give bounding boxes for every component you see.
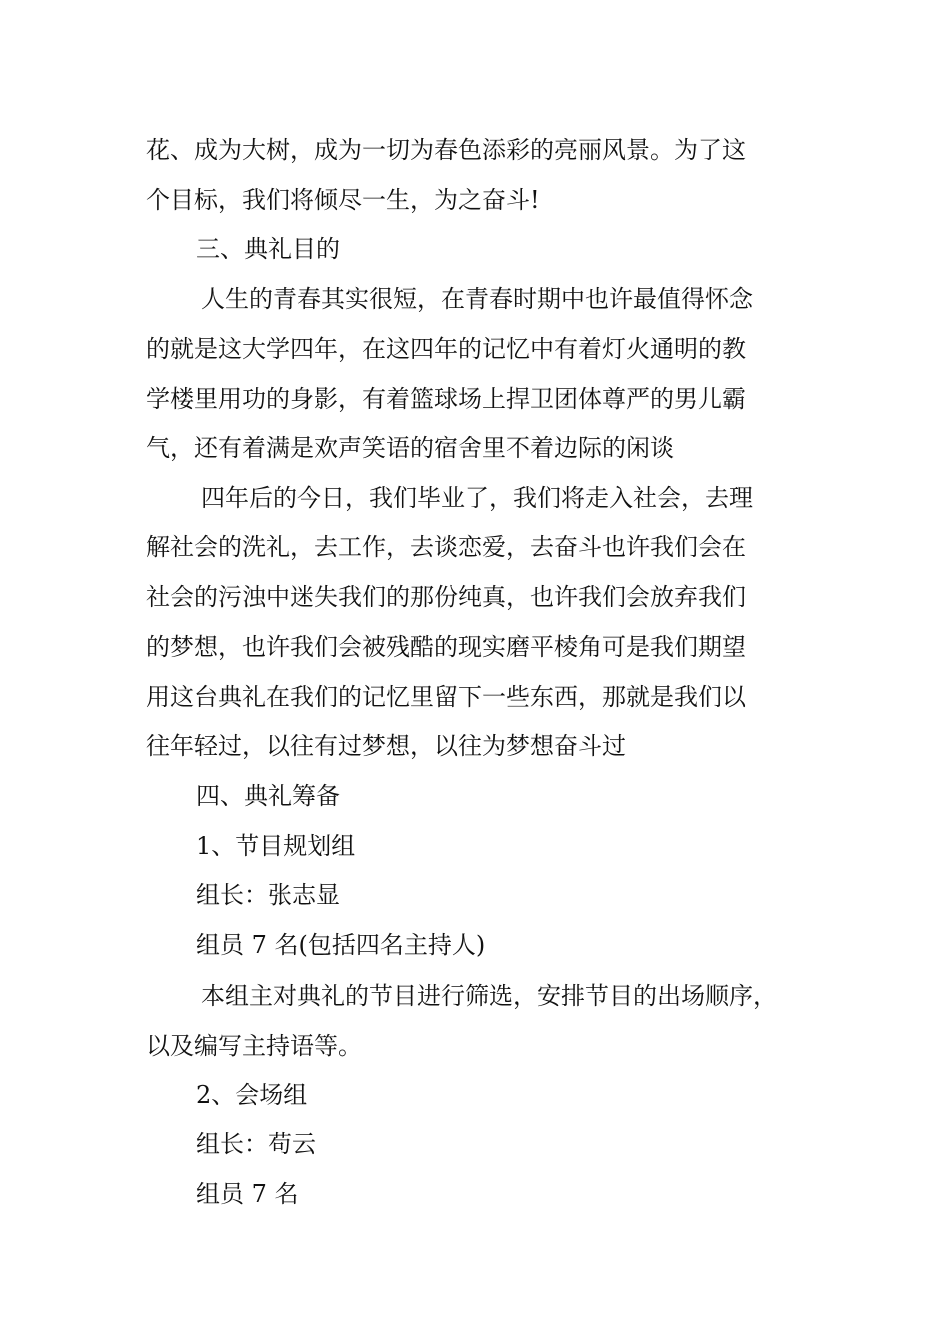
paragraph-line: 人生的青春其实很短，在青春时期中也许最值得怀念 <box>201 285 753 313</box>
paragraph-line: 用这台典礼在我们的记忆里留下一些东西，那就是我们以 <box>146 683 746 711</box>
group-members-program: 组员 7 名(包括四名主持人) <box>196 931 486 959</box>
group-members-venue: 组员 7 名 <box>196 1180 299 1208</box>
section-heading-preparation: 四、典礼筹备 <box>196 782 340 810</box>
paragraph-line: 往年轻过，以往有过梦想，以往为梦想奋斗过 <box>146 732 626 760</box>
paragraph-line: 学楼里用功的身影，有着篮球场上捍卫团体尊严的男儿霸 <box>146 385 746 413</box>
paragraph-line: 花、成为大树，成为一切为春色添彩的亮丽风景。为了这 <box>146 136 746 164</box>
paragraph-line: 的就是这大学四年，在这四年的记忆中有着灯火通明的教 <box>146 335 746 363</box>
paragraph-line: 本组主对典礼的节目进行筛选，安排节目的出场顺序， <box>201 982 777 1010</box>
group-leader-program: 组长：张志显 <box>196 881 340 909</box>
section-heading-purpose: 三、典礼目的 <box>196 235 340 263</box>
paragraph-line: 气，还有着满是欢声笑语的宿舍里不着边际的闲谈 <box>146 434 674 462</box>
paragraph-line: 解社会的洗礼，去工作，去谈恋爱，去奋斗也许我们会在 <box>146 533 746 561</box>
paragraph-line: 以及编写主持语等。 <box>146 1032 362 1060</box>
paragraph-line: 的梦想，也许我们会被残酷的现实磨平棱角可是我们期望 <box>146 633 746 661</box>
paragraph-line: 个目标，我们将倾尽一生，为之奋斗! <box>146 186 540 214</box>
paragraph-line: 社会的污浊中迷失我们的那份纯真，也许我们会放弃我们 <box>146 583 746 611</box>
group-title-venue: 2、会场组 <box>196 1081 308 1109</box>
group-leader-venue: 组长：苟云 <box>196 1130 316 1158</box>
paragraph-line: 四年后的今日，我们毕业了，我们将走入社会，去理 <box>201 484 753 512</box>
group-title-program: 1、节目规划组 <box>196 832 356 860</box>
